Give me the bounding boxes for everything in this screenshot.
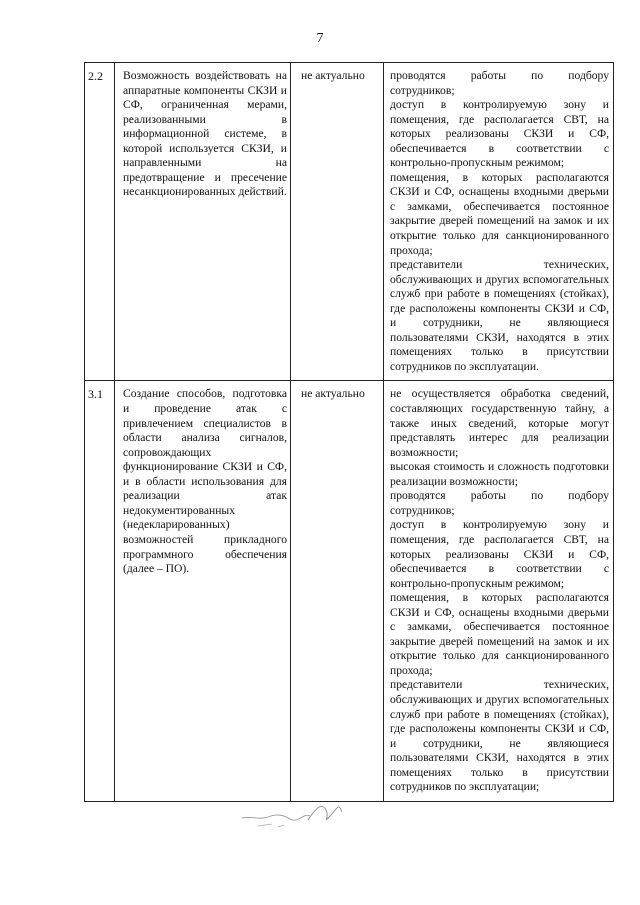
- row-number: 3.1: [85, 381, 115, 801]
- page-number: 7: [316, 31, 324, 46]
- measure-item: высокая стоимость и сложность подготовки реализации возможности;: [390, 460, 609, 488]
- threat-description: Создание способов, подготовка и проведение атак с привлечением специалистов в области анализа сигналов, сопровождающих функционирование СКЗИ и СФ, и в области использования для реализации атак недокументированных (недекларированных) возможностей прикладного программного обеспечения (далее – ПО).: [123, 387, 287, 576]
- measure-item: представители технических, обслуживающих и других вспомогательных служб при работе в помещениях (стойках), где расположены компоненты СКЗИ и СФ, и сотрудники, не являющиеся пользователями СКЗИ, находятся в этих помещениях только в присутствии сотрудников по эксплуатации;: [390, 678, 609, 794]
- signature-scribble: [238, 790, 358, 830]
- measure-item: проводятся работы по подбору сотрудников;: [390, 489, 609, 517]
- row-number: 2.2: [85, 63, 115, 381]
- table-row: [85, 63, 614, 381]
- relevance-cell: [291, 63, 384, 381]
- measure-item: помещения, в которых располагаются СКЗИ и СФ, оснащены входными дверьми с замками, обеспечивается постоянное закрытие дверей помещений на замок и их открытие только для санкционированного прохода;: [390, 591, 609, 677]
- measures-cell: [384, 63, 614, 381]
- measure-item: помещения, в которых располагаются СКЗИ и СФ, оснащены входными дверьми с замками, обеспечивается постоянное закрытие дверей помещений на замок и их открытие только для санкционированного прохода;: [390, 170, 609, 257]
- measure-item: проводятся работы по подбору сотрудников;: [390, 69, 609, 97]
- threat-description-cell: [115, 381, 291, 801]
- measure-item: доступ в контролируемую зону и помещения, где располагается СВТ, на которых реализованы СКЗИ и СФ, обеспечивается в соответствии с контрольно-пропускным режимом;: [390, 518, 609, 590]
- relevance-value: не актуально: [301, 387, 365, 401]
- measure-item: представители технических, обслуживающих и других вспомогательных служб при работе в помещениях (стойках), где расположены компоненты СКЗИ и СФ, и сотрудники, не являющиеся пользователями СКЗИ, находятся в этих помещениях только в присутствии сотрудников по эксплуатации.: [390, 258, 609, 373]
- threat-table: [84, 62, 614, 802]
- relevance-value: не актуально: [301, 69, 365, 82]
- measure-item: не осуществляется обработка сведений, составляющих государственную тайну, а также иных сведений, которые могут представлять интерес для реализации возможности;: [390, 387, 609, 459]
- measure-item: доступ в контролируемую зону и помещения, где располагается СВТ, на которых реализованы СКЗИ и СФ, обеспечивается в соответствии с контрольно-пропускным режимом;: [390, 98, 609, 170]
- threat-description-cell: [115, 63, 291, 381]
- table-row: [85, 381, 614, 801]
- threat-description: Возможность воздействовать на аппаратные компоненты СКЗИ и СФ, ограниченная мерами, реализованными в информационной системе, в которой используется СКЗИ, и направленными на предотвращение и пресечение несанкционированных действий.: [123, 69, 287, 199]
- measures-cell: [384, 381, 614, 801]
- relevance-cell: [291, 381, 384, 801]
